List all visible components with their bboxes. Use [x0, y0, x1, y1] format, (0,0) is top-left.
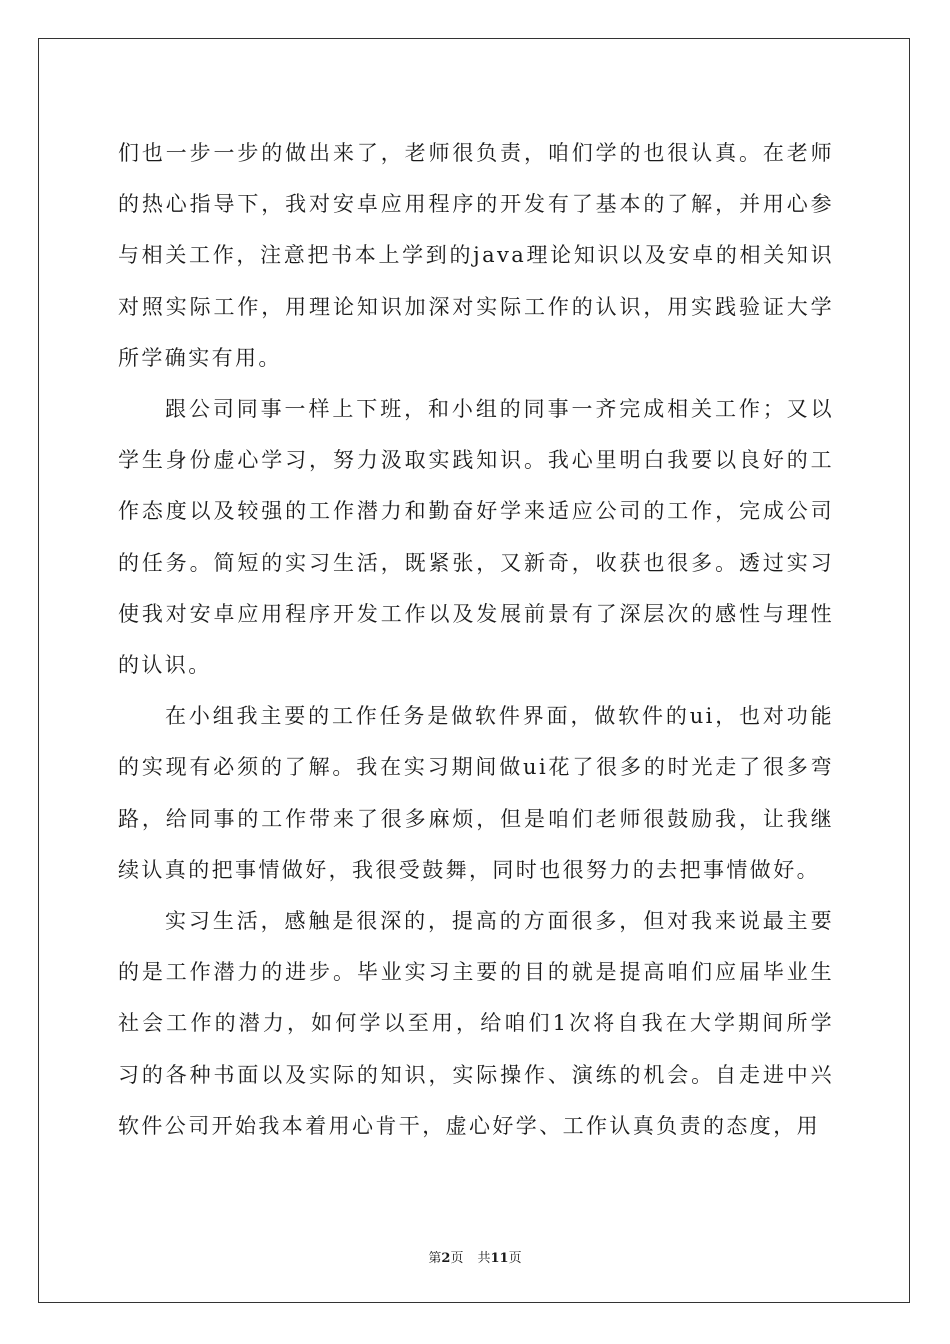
paragraph-3: 在小组我主要的工作任务是做软件界面，做软件的ui，也对功能的实现有必须的了解。我在实习期间做ui花了很多的时光走了很多弯路，给同事的工作带来了很多麻烦，但是咱们老师很鼓励我，让我继续认真的把事情做好，我很受鼓舞，同时也很努力的去把事情做好。	[118, 704, 834, 882]
total-pages	[477, 1251, 521, 1266]
total-page-count: 11	[490, 1251, 509, 1266]
page-number	[428, 1251, 463, 1266]
page-suffix: 页	[450, 1251, 464, 1266]
page-prefix: 第	[428, 1251, 442, 1266]
total-suffix: 页	[508, 1251, 522, 1266]
paragraph-2: 跟公司同事一样上下班，和小组的同事一齐完成相关工作；又以学生身份虚心学习，努力汲取实践知识。我心里明白我要以良好的工作态度以及较强的工作潜力和勤奋好学来适应公司的工作，完成公司的任务。简短的实习生活，既紧张，又新奇，收获也很多。透过实习使我对安卓应用程序开发工作以及发展前景有了深层次的感性与理性的认识。	[118, 397, 834, 678]
document-body	[118, 128, 834, 1152]
page-footer	[0, 1247, 950, 1266]
paragraph-4: 实习生活，感触是很深的，提高的方面很多，但对我来说最主要的是工作潜力的进步。毕业实习主要的目的就是提高咱们应届毕业生社会工作的潜力，如何学以至用，给咱们1次将自我在大学期间所学习的各种书面以及实际的知识，实际操作、演练的机会。自走进中兴软件公司开始我本着用心肯干，虚心好学、工作认真负责的态度，用	[118, 909, 834, 1138]
paragraph-1: 们也一步一步的做出来了，老师很负责，咱们学的也很认真。在老师的热心指导下，我对安卓应用程序的开发有了基本的了解，并用心参与相关工作，注意把书本上学到的java理论知识以及安卓的相关知识对照实际工作，用理论知识加深对实际工作的认识，用实践验证大学所学确实有用。	[118, 141, 834, 370]
current-page-number: 2	[441, 1251, 451, 1266]
total-prefix: 共	[477, 1251, 491, 1266]
